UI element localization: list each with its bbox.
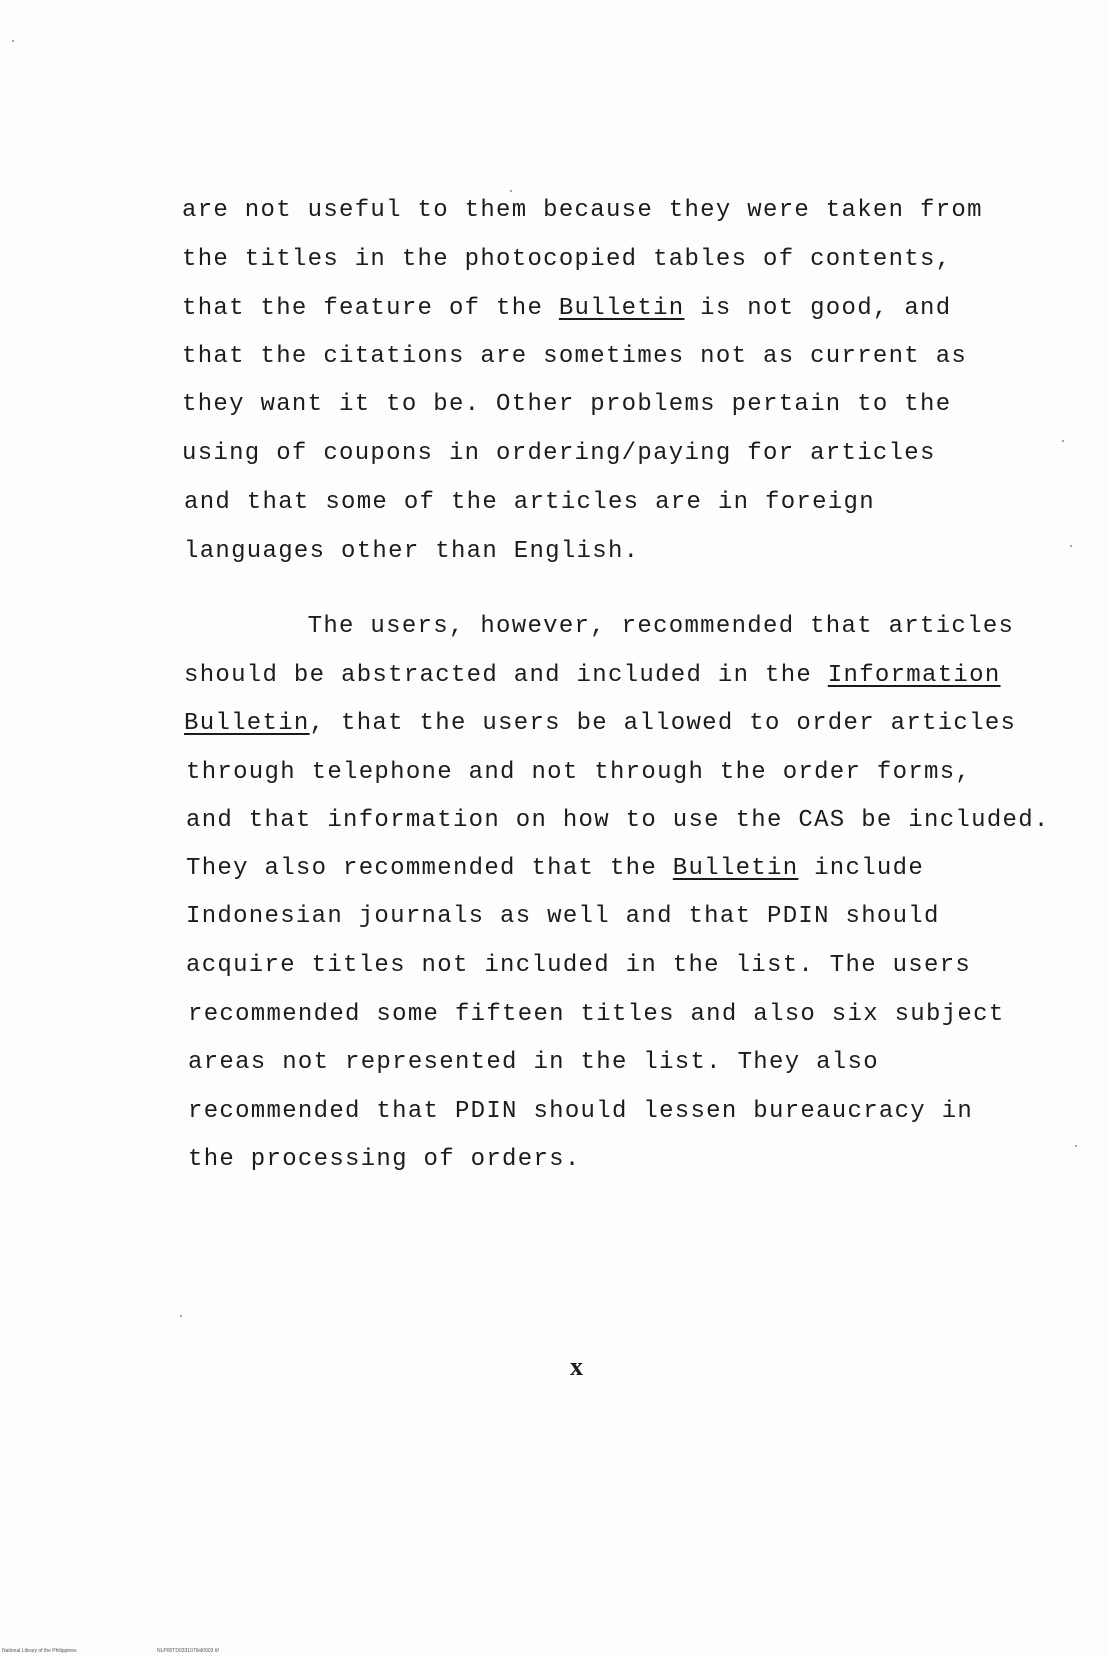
scan-footer <box>2 1648 219 1654</box>
information-bulletin-title: Information <box>827 662 1001 689</box>
text-line: that the citations are sometimes not as current as <box>182 343 968 370</box>
text-line: recommended that PDIN should lessen bureaucracy in <box>188 1098 974 1125</box>
page-number: x <box>570 1352 583 1381</box>
text-line: using of coupons in ordering/paying for articles <box>182 440 936 467</box>
text-line <box>186 854 924 884</box>
scan-speck <box>1075 1145 1077 1147</box>
text-line: are not useful to them because they were taken from <box>182 197 983 224</box>
text-line: and that information on how to use the CAS be included. <box>186 807 1050 834</box>
text-segment: include <box>798 855 925 882</box>
text-line: recommended some fifteen titles and also six subject <box>188 1001 1005 1028</box>
text-segment: should be abstracted and included in the <box>184 662 828 689</box>
text-segment: that the feature of the <box>182 295 559 322</box>
text-segment: , that the users be allowed to order articles <box>309 710 1017 737</box>
text-line: the processing of orders. <box>188 1146 581 1173</box>
text-line: The users, however, recommended that articles <box>182 613 1015 640</box>
bulletin-title: Bulletin <box>672 855 799 882</box>
bulletin-title: Bulletin <box>184 710 310 737</box>
scan-speck <box>12 40 14 42</box>
text-line: acquire titles not included in the list. The users <box>186 952 972 979</box>
footer-identifier: NLP00TD0331076id0003 tif <box>157 1648 219 1654</box>
text-line: they want it to be. Other problems pertain to the <box>182 391 952 418</box>
footer-library: National Library of the Philippines <box>2 1648 77 1654</box>
text-line <box>184 661 1001 691</box>
text-segment: They also recommended that the <box>186 855 673 882</box>
scan-speck <box>180 1315 182 1317</box>
bulletin-title: Bulletin <box>558 295 685 322</box>
text-segment: is not good, and <box>684 295 952 322</box>
text-line: areas not represented in the list. They also <box>188 1049 879 1076</box>
scan-speck <box>510 190 512 192</box>
text-line: languages other than English. <box>184 538 640 565</box>
text-line: the titles in the photocopied tables of contents, <box>182 246 952 273</box>
text-line: Indonesian journals as well and that PDIN should <box>186 903 940 930</box>
scan-speck <box>1070 545 1072 547</box>
text-line: through telephone and not through the order forms, <box>186 759 972 786</box>
text-line <box>184 709 1016 739</box>
text-line: and that some of the articles are in foreign <box>184 489 875 516</box>
scan-speck <box>1062 440 1064 442</box>
text-line <box>182 294 951 324</box>
